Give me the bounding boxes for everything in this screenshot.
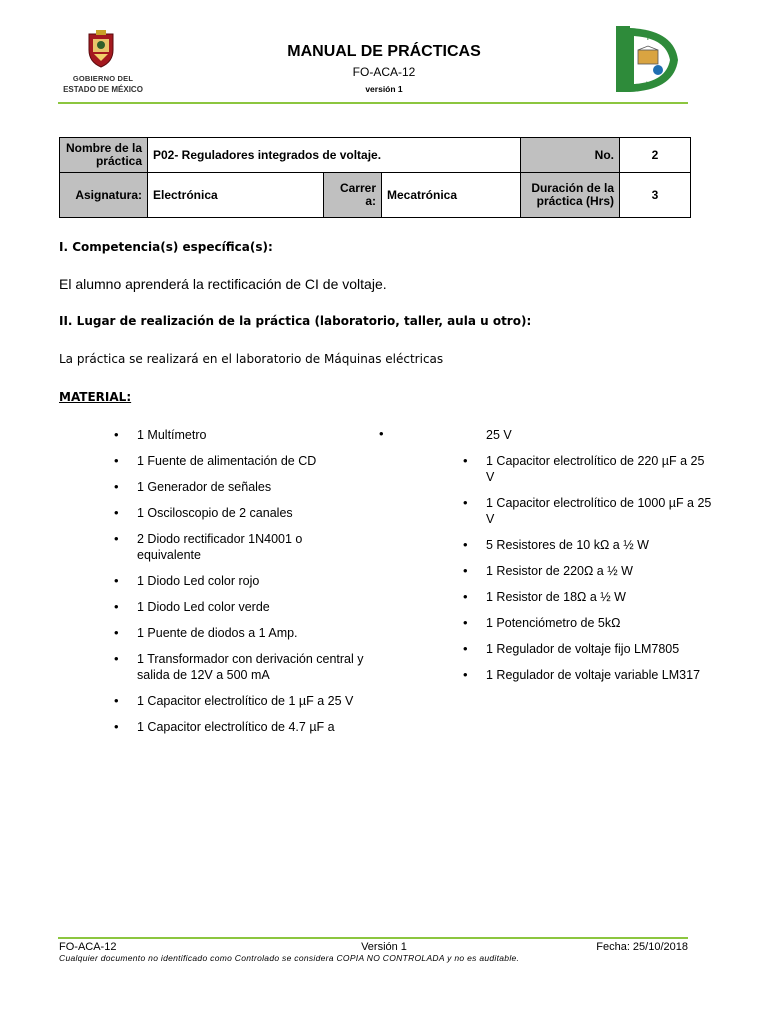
material-continuation: 25 V (486, 428, 512, 442)
practice-info-table (59, 137, 691, 218)
list-item: • 1 Puente de diodos a 1 Amp. (137, 625, 367, 641)
list-item: • 1 Diodo Led color verde (137, 599, 367, 615)
list-item: • 1 Potenciómetro de 5kΩ (486, 615, 716, 631)
duration-label: Duración de la práctica (Hrs) (521, 173, 620, 218)
duration-value: 3 (620, 173, 691, 218)
list-item: • 2 Diodo rectificador 1N4001 o equivalente (137, 531, 367, 563)
practice-name-label: Nombre de la práctica (60, 138, 148, 173)
bullet-icon: • (379, 426, 384, 441)
document-code: FO-ACA-12 (352, 65, 416, 79)
list-item: • 1 Capacitor electrolítico de 4.7 µF a (137, 719, 367, 735)
practice-number-label: No. (521, 138, 620, 173)
svg-text:J: J (664, 74, 668, 80)
list-item: • 5 Resistores de 10 kΩ a ½ W (486, 537, 716, 553)
practice-number-value: 2 (620, 138, 691, 173)
footer-version: Versión 1 (361, 941, 407, 953)
logo-left-line1: GOBIERNO DEL (72, 74, 134, 83)
table-row (60, 173, 691, 218)
career-label: Carrer a: (324, 173, 382, 218)
header-divider (58, 102, 688, 104)
section-1-text: El alumno aprenderá la rectificación de CI de voltaje. (59, 276, 387, 292)
list-item: • 1 Multímetro (137, 427, 367, 443)
footer-disclaimer: Cualquier documento no identificado como Controlado se considera COPIA NO CONTROLADA y no es auditable. (59, 953, 520, 963)
list-item: • 1 Regulador de voltaje variable LM317 (486, 667, 716, 683)
subject-label: Asignatura: (60, 173, 148, 218)
footer-date: Fecha: 25/10/2018 (596, 941, 688, 953)
svg-text:I: I (646, 82, 648, 88)
list-item: • 1 Capacitor electrolítico de 1 µF a 25 V (137, 693, 367, 709)
list-item: • 1 Capacitor electrolítico de 1000 µF a 25 V (486, 495, 716, 527)
list-item: • 1 Transformador con derivación central y salida de 12V a 500 mA (137, 651, 367, 683)
list-item: • 1 Resistor de 18Ω a ½ W (486, 589, 716, 605)
practice-name-value: P02- Reguladores integrados de voltaje. (148, 138, 521, 173)
list-item: • 1 Osciloscopio de 2 canales (137, 505, 367, 521)
svg-text:S: S (670, 56, 675, 62)
footer-code: FO-ACA-12 (59, 941, 117, 953)
list-item: • 1 Generador de señales (137, 479, 367, 495)
list-item: • 1 Capacitor electrolítico de 220 µF a 25 V (486, 453, 716, 485)
subject-value: Electrónica (148, 173, 324, 218)
list-item: • 1 Regulador de voltaje fijo LM7805 (486, 641, 716, 657)
section-1-heading: I. Competencia(s) específica(s): (59, 240, 273, 254)
logo-left-line2: ESTADO DE MÉXICO (63, 85, 143, 94)
tesji-logo-icon (614, 24, 686, 96)
material-list-col1 (137, 427, 367, 745)
document-version: versión 1 (365, 84, 403, 94)
material-heading: MATERIAL: (59, 390, 132, 404)
svg-text:E: E (662, 42, 667, 48)
institution-logo (614, 24, 686, 96)
table-row (60, 138, 691, 173)
svg-text:T: T (646, 36, 650, 42)
list-item: • 1 Diodo Led color rojo (137, 573, 367, 589)
section-2-heading: II. Lugar de realización de la práctica (laboratorio, taller, aula u otro): (59, 314, 532, 328)
list-item: • 1 Resistor de 220Ω a ½ W (486, 563, 716, 579)
list-item: • 1 Fuente de alimentación de CD (137, 453, 367, 469)
document-title: MANUAL DE PRÁCTICAS (287, 43, 481, 60)
footer-divider (58, 937, 688, 939)
section-2-text: La práctica se realizará en el laboratorio de Máquinas eléctricas (59, 352, 444, 366)
career-value: Mecatrónica (382, 173, 521, 218)
material-list-col2 (486, 453, 716, 693)
